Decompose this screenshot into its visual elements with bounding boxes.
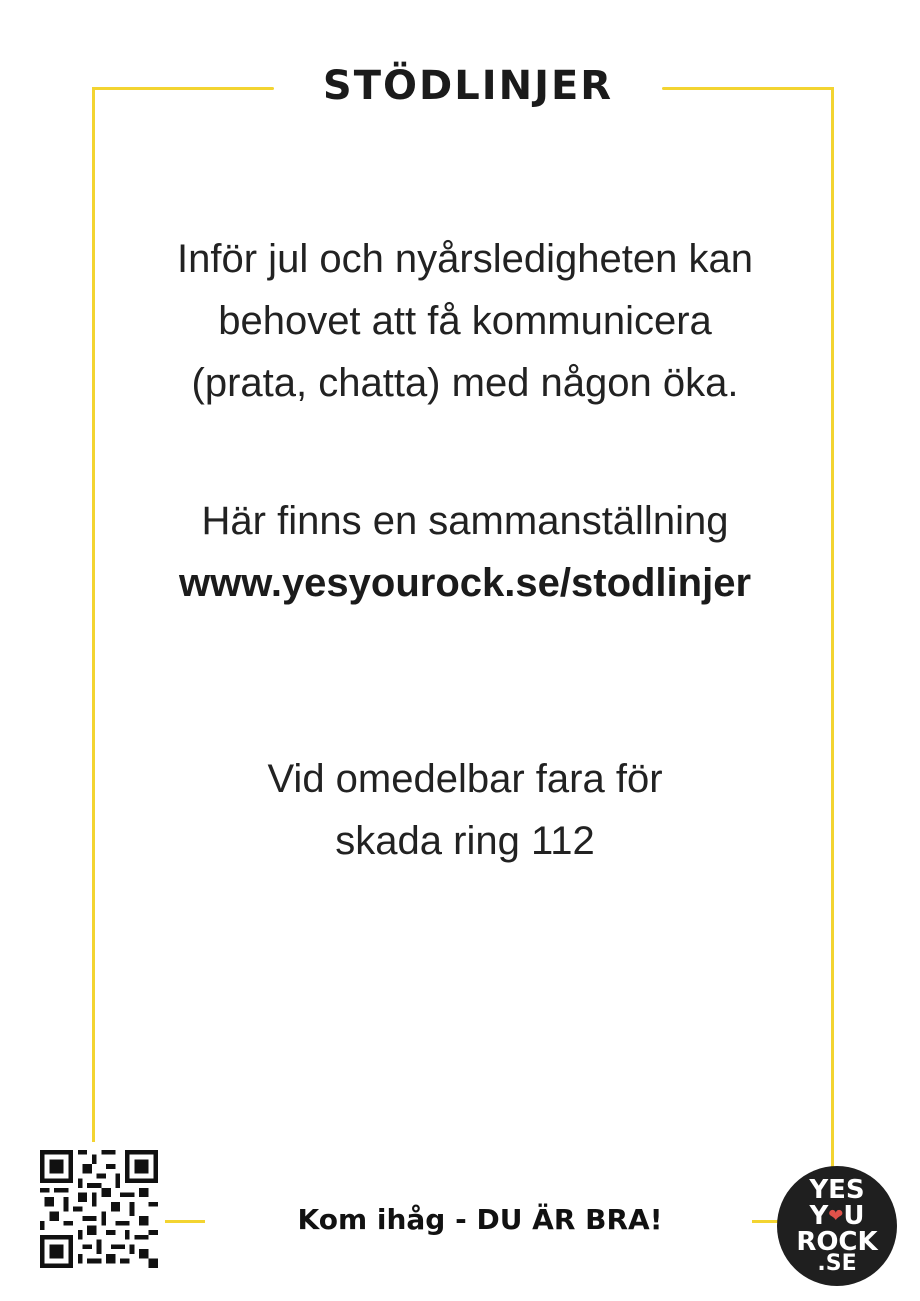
logo-line-1: YES: [809, 1175, 865, 1205]
yesyourock-logo[interactable]: [777, 1166, 897, 1286]
footer-message: Kom ihåg - DU ÄR BRA!: [297, 1203, 663, 1236]
emergency-line-1: Vid omedelbar fara för: [267, 757, 663, 801]
frame-top-right: [662, 87, 834, 90]
resource-paragraph: [100, 490, 830, 614]
frame-right: [831, 87, 834, 1167]
intro-paragraph: [100, 228, 830, 414]
emergency-line-2: skada ring 112: [335, 819, 595, 863]
intro-line-3: (prata, chatta) med någon öka.: [191, 361, 739, 405]
intro-line-2: behovet att få kommunicera: [218, 299, 712, 343]
logo-line-2: Y❤U: [809, 1201, 865, 1231]
logo-line-4: .SE: [817, 1251, 857, 1276]
heart-icon: ❤: [828, 1205, 844, 1227]
emergency-paragraph: [100, 748, 830, 872]
frame-bottom-left: [165, 1220, 205, 1223]
qr-code-icon[interactable]: [40, 1150, 158, 1268]
frame-left: [92, 87, 95, 1142]
page-title: STÖDLINJER: [322, 63, 614, 109]
resource-link[interactable]: www.yesyourock.se/stodlinjer: [178, 561, 752, 605]
intro-line-1: Inför jul och nyårsledigheten kan: [177, 237, 753, 281]
resource-intro: Här finns en sammanställning: [201, 499, 729, 543]
logo-line-3: ROCK: [796, 1227, 878, 1257]
frame-top-left: [92, 87, 274, 90]
